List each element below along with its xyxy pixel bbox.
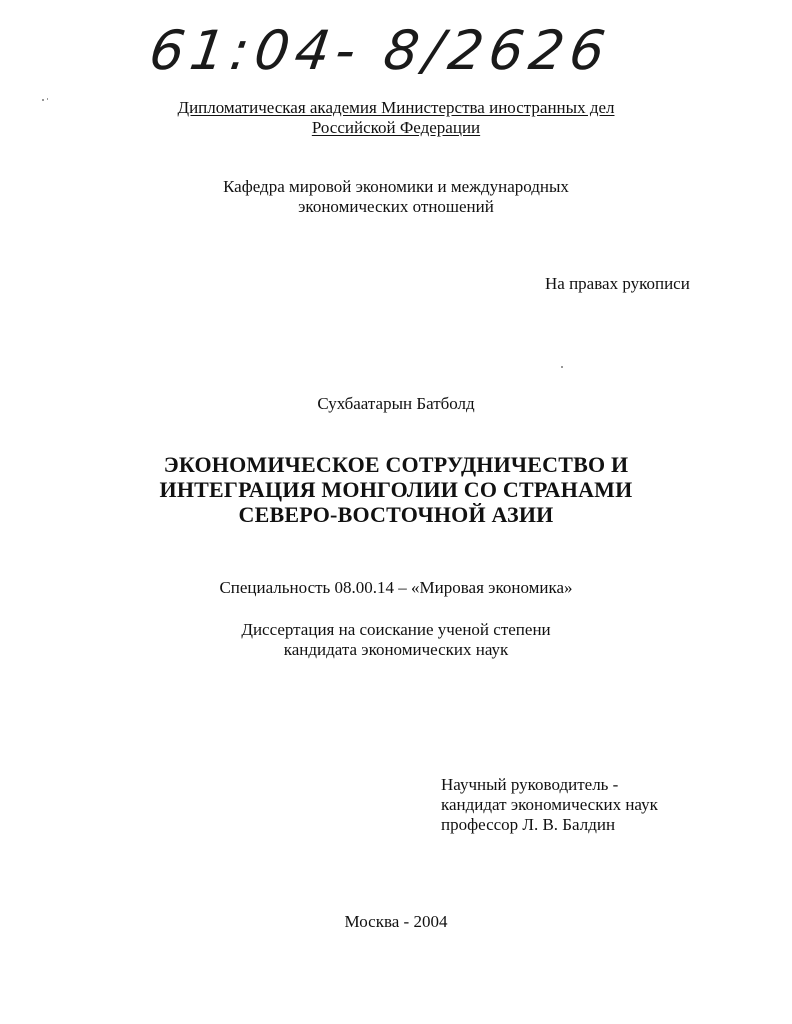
manuscript-note: На правах рукописи [545, 274, 690, 293]
dissertation-title [0, 452, 792, 527]
title-line-1: ЭКОНОМИЧЕСКОЕ СОТРУДНИЧЕСТВО И [163, 452, 629, 477]
city-year: Москва - 2004 [344, 912, 448, 931]
title-line-2: ИНТЕГРАЦИЯ МОНГОЛИИ СО СТРАНАМИ [159, 477, 633, 502]
supervisor-line-3: профессор Л. В. Балдин [441, 815, 616, 834]
institution-line-2: Российской Федерации [311, 118, 481, 137]
department-line-2: экономических отношений [298, 197, 494, 216]
specialty: Специальность 08.00.14 – «Мировая экономика» [219, 578, 573, 597]
handwritten-code-text: 61:04- 8/2626 [145, 19, 615, 82]
degree-statement [0, 620, 792, 660]
institution-name [0, 98, 792, 138]
supervisor-block [441, 775, 658, 835]
degree-line-1: Диссертация на соискание ученой степени [241, 620, 551, 639]
title-line-3: СЕВЕРО-ВОСТОЧНОЙ АЗИИ [238, 502, 554, 527]
handwritten-archive-code [145, 19, 615, 82]
supervisor-line-1: Научный руководитель - [441, 775, 619, 794]
degree-line-2: кандидата экономических наук [283, 640, 509, 659]
institution-line-1: Дипломатическая академия Министерства иностранных дел [177, 98, 615, 117]
supervisor-line-2: кандидат экономических наук [441, 795, 658, 814]
department-name [0, 177, 792, 217]
scan-speck [561, 366, 563, 368]
department-line-1: Кафедра мировой экономики и международных [223, 177, 569, 196]
author-name: Сухбаатарын Батболд [317, 394, 475, 413]
